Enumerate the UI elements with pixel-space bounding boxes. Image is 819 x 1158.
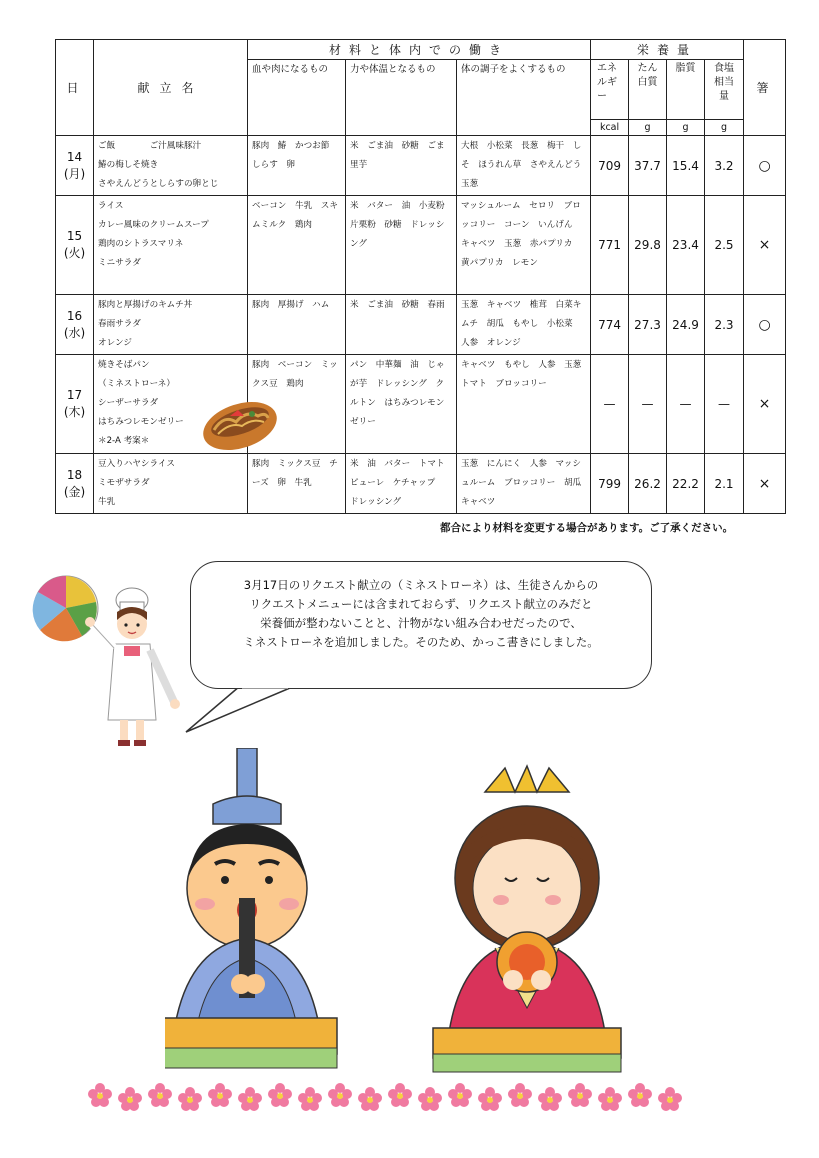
day-cell: 15 (火)	[56, 196, 94, 295]
header-menu: 献立名	[94, 40, 248, 136]
header-blood: 血や肉になるもの	[248, 60, 346, 136]
kcal-cell: 774	[591, 295, 629, 355]
nutritionist-illustration	[28, 572, 188, 752]
header-day: 日	[56, 40, 94, 136]
fat-cell: 24.9	[667, 295, 705, 355]
protein-cell: 29.8	[629, 196, 667, 295]
blood-cell: 豚肉 厚揚げ ハム	[248, 295, 346, 355]
chopsticks-cell: ×	[744, 355, 786, 454]
flower-garland	[88, 1080, 708, 1116]
header-fat-col: 脂質	[667, 60, 705, 120]
blood-cell: 豚肉 鰆 かつお節 しらす 卵	[248, 136, 346, 196]
unit-protein: g	[629, 120, 667, 136]
protein-cell: 27.3	[629, 295, 667, 355]
protein-cell: 37.7	[629, 136, 667, 196]
kcal-cell: 799	[591, 454, 629, 514]
salt-cell: 2.1	[705, 454, 744, 514]
header-energy-col: エネルギー	[591, 60, 629, 120]
bubble-line: ミネストローネを追加しました。そのため、かっこ書きにしました。	[243, 635, 599, 649]
blood-cell: 豚肉 ミックス豆 チーズ 卵 牛乳	[248, 454, 346, 514]
notice-text: 都合により材料を変更する場合があります。ご了承ください。	[440, 522, 734, 534]
hina-dolls-illustration	[165, 748, 725, 1078]
table-row	[56, 355, 786, 454]
header-salt-col: 食塩相当量	[705, 60, 744, 120]
blood-cell: ベーコン 牛乳 スキムミルク 鶏肉	[248, 196, 346, 295]
header-nutrition: 栄養量	[591, 40, 744, 60]
salt-cell: 2.3	[705, 295, 744, 355]
bubble-line: リクエストメニューには含まれておらず、リクエスト献立のみだと	[249, 597, 593, 611]
chopsticks-cell: ×	[744, 454, 786, 514]
bubble-line: 3月17日のリクエスト献立の（ミネストローネ）は、生徒さんからの	[243, 578, 599, 592]
fat-cell: 22.2	[667, 454, 705, 514]
table-row	[56, 196, 786, 295]
table-row	[56, 454, 786, 514]
blood-cell: 豚肉 ベーコン ミックス豆 鶏肉	[248, 355, 346, 454]
menu-table	[55, 39, 786, 514]
menu-cell: 豆入りハヤシライス ミモザサラダ 牛乳	[94, 454, 248, 514]
energy-cell: パン 中華麺 油 じゃが芋 ドレッシング クルトン はちみつレモンゼリー	[346, 355, 457, 454]
fat-cell: 23.4	[667, 196, 705, 295]
table-row	[56, 295, 786, 355]
fat-cell: —	[667, 355, 705, 454]
menu-cell: ライス カレー風味のクリームスープ 鶏肉のシトラスマリネ ミニサラダ	[94, 196, 248, 295]
salt-cell: —	[705, 355, 744, 454]
condition-cell: マッシュルーム セロリ ブロッコリー コーン いんげん キャベツ 玉葱 赤パプリカ 黄パプリカ レモン	[457, 196, 591, 295]
header-ingredients: 材料と体内での働き	[248, 40, 591, 60]
kcal-cell: 771	[591, 196, 629, 295]
condition-cell: 大根 小松菜 長葱 梅干 しそ ほうれん草 さやえんどう 玉葱	[457, 136, 591, 196]
menu-cell: 豚肉と厚揚げのキムチ丼 春雨サラダ オレンジ	[94, 295, 248, 355]
chopsticks-cell: ○	[744, 295, 786, 355]
speech-bubble	[190, 561, 652, 689]
energy-cell: 米 油 バター トマトピューレ ケチャップ ドレッシング	[346, 454, 457, 514]
protein-cell: —	[629, 355, 667, 454]
condition-cell: 玉葱 にんにく 人参 マッシュルーム ブロッコリー 胡瓜 キャベツ	[457, 454, 591, 514]
kcal-cell: 709	[591, 136, 629, 196]
day-cell: 14 (月)	[56, 136, 94, 196]
salt-cell: 2.5	[705, 196, 744, 295]
day-cell: 16 (水)	[56, 295, 94, 355]
menu-cell: 焼きそばパン （ミネストローネ） シーザーサラダ はちみつレモンゼリー ＊2-A 考案＊	[94, 355, 248, 454]
table-row	[56, 136, 786, 196]
unit-salt: g	[705, 120, 744, 136]
condition-cell: 玉葱 キャベツ 椎茸 白菜キムチ 胡瓜 もやし 小松菜 人参 オレンジ	[457, 295, 591, 355]
chopsticks-cell: ○	[744, 136, 786, 196]
day-cell: 18 (金)	[56, 454, 94, 514]
bubble-line: 栄養価が整わないことと、汁物がない組み合わせだったので、	[260, 616, 582, 630]
salt-cell: 3.2	[705, 136, 744, 196]
day-cell: 17 (木)	[56, 355, 94, 454]
chopsticks-cell: ×	[744, 196, 786, 295]
header-energy: 力や体温となるもの	[346, 60, 457, 136]
protein-cell: 26.2	[629, 454, 667, 514]
yakisoba-bread-illustration	[200, 392, 280, 454]
energy-cell: 米 ごま油 砂糖 ごま 里芋	[346, 136, 457, 196]
fat-cell: 15.4	[667, 136, 705, 196]
unit-fat: g	[667, 120, 705, 136]
energy-cell: 米 バター 油 小麦粉 片栗粉 砂糖 ドレッシング	[346, 196, 457, 295]
header-protein-col: たん白質	[629, 60, 667, 120]
unit-kcal: kcal	[591, 120, 629, 136]
header-condition: 体の調子をよくするもの	[457, 60, 591, 136]
energy-cell: 米 ごま油 砂糖 春雨	[346, 295, 457, 355]
condition-cell: キャベツ もやし 人参 玉葱 トマト ブロッコリー	[457, 355, 591, 454]
kcal-cell: —	[591, 355, 629, 454]
menu-cell: ご飯 ご汁風味豚汁 鰆の梅しそ焼き さやえんどうとしらすの卵とじ	[94, 136, 248, 196]
header-chopsticks: 箸	[744, 40, 786, 136]
